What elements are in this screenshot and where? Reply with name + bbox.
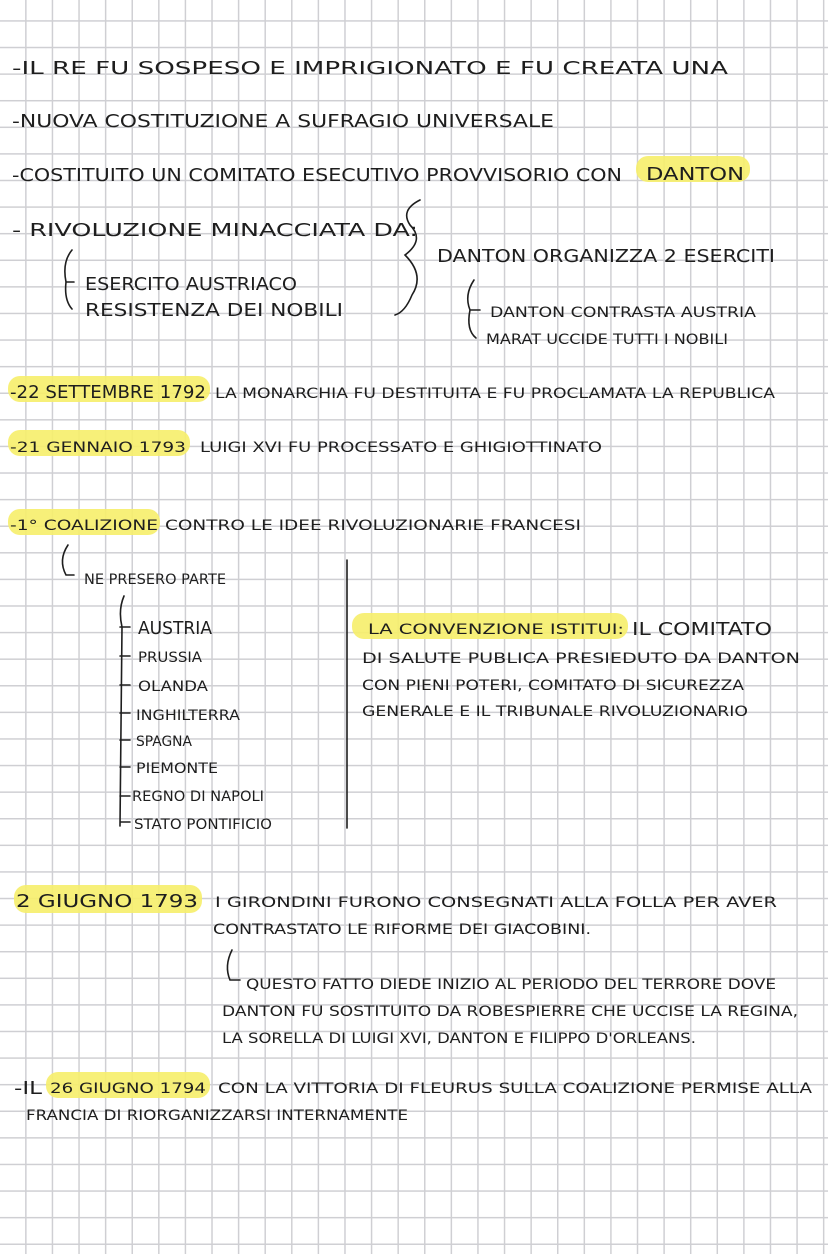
arrow-icon	[62, 545, 74, 575]
brace-icon	[395, 200, 420, 315]
member-olanda: OLANDA	[138, 679, 209, 695]
terrore-line-1: QUESTO FATTO DIEDE INIZIO AL PERIODO DEL TERRORE DOVE	[246, 977, 776, 993]
luigi-processato: LUIGI XVI FU PROCESSATO E GHIGIOTTINATO	[200, 440, 602, 456]
terrore-line-2: DANTON FU SOSTITUITO DA ROBESPIERRE CHE UCCISE LA REGINA,	[222, 1004, 798, 1020]
il-prefix: -IL	[14, 1078, 42, 1099]
branch-arrow-icon	[468, 280, 480, 338]
terrore-line-3: LA SORELLA DI LUIGI XVI, DANTON E FILIPPO D'ORLEANS.	[222, 1031, 696, 1047]
danton-organizza: DANTON ORGANIZZA 2 ESERCITI	[437, 246, 775, 267]
threat-esercito: ESERCITO AUSTRIACO	[85, 274, 297, 295]
member-austria: AUSTRIA	[138, 618, 213, 639]
date-2-giugno-1793: 2 GIUGNO 1793	[16, 891, 198, 912]
highlighted-danton: DANTON	[646, 164, 744, 185]
line-re-sospeso: -IL RE FU SOSPESO E IMPRIGIONATO E FU CREATA UNA	[12, 58, 729, 79]
date-22-settembre-1792: -22 SETTEMBRE 1792	[10, 382, 206, 403]
ne-presero-parte: NE PRESERO PARTE	[84, 572, 226, 588]
date-26-giugno-1794: 26 GIUGNO 1794	[50, 1081, 207, 1097]
branch-arrow-icon	[65, 250, 74, 309]
line-comitato-esecutivo: -COSTITUITO UN COMITATO ESECUTIVO PROVVISORIO CON	[12, 165, 623, 186]
monarchia-destituita: LA MONARCHIA FU DESTITUITA E FU PROCLAMATA LA REPUBLICA	[215, 386, 776, 402]
prima-coalizione: -1° COALIZIONE	[10, 518, 158, 534]
contro-idee: CONTRO LE IDEE RIVOLUZIONARIE FRANCESI	[165, 518, 581, 534]
arrow-icon	[227, 950, 240, 980]
line-costituzione: -NUOVA COSTITUZIONE A SUFRAGIO UNIVERSALE	[12, 111, 554, 132]
vittoria-fleurus: CON LA VITTORIA DI FLEURUS SULLA COALIZIONE PERMISE ALLA	[218, 1081, 813, 1097]
riorganizzarsi: FRANCIA DI RIORGANIZZARSI INTERNAMENTE	[26, 1108, 408, 1124]
girondini: I GIRONDINI FURONO CONSEGNATI ALLA FOLLA PER AVER	[215, 895, 778, 911]
threat-resistenza: RESISTENZA DEI NOBILI	[85, 300, 343, 321]
date-21-gennaio-1793: -21 GENNAIO 1793	[10, 440, 186, 456]
member-stato-pontificio: STATO PONTIFICIO	[134, 817, 272, 833]
salute-publica: DI SALUTE PUBLICA PRESIEDUTO DA DANTON	[362, 651, 800, 667]
member-regno-napoli: REGNO DI NAPOLI	[132, 789, 264, 805]
member-inghilterra: INGHILTERRA	[136, 708, 241, 724]
line-rivoluzione-minacciata: - RIVOLUZIONE MINACCIATA DA:	[12, 220, 418, 241]
convenzione-istitui: LA CONVENZIONE ISTITUI:	[368, 622, 624, 638]
contrastato-riforme: CONTRASTATO LE RIFORME DEI GIACOBINI.	[213, 922, 591, 938]
member-piemonte: PIEMONTE	[136, 761, 218, 777]
member-prussia: PRUSSIA	[138, 650, 203, 666]
resp-danton-austria: DANTON CONTRASTA AUSTRIA	[490, 305, 757, 321]
il-comitato: IL COMITATO	[632, 619, 772, 640]
list-arrows-icon	[120, 596, 130, 826]
pieni-poteri: CON PIENI POTERI, COMITATO DI SICUREZZA	[362, 678, 745, 694]
resp-marat-nobili: MARAT UCCIDE TUTTI I NOBILI	[486, 332, 728, 348]
member-spagna: SPAGNA	[136, 734, 193, 750]
tribunale: GENERALE E IL TRIBUNALE RIVOLUZIONARIO	[362, 704, 748, 720]
